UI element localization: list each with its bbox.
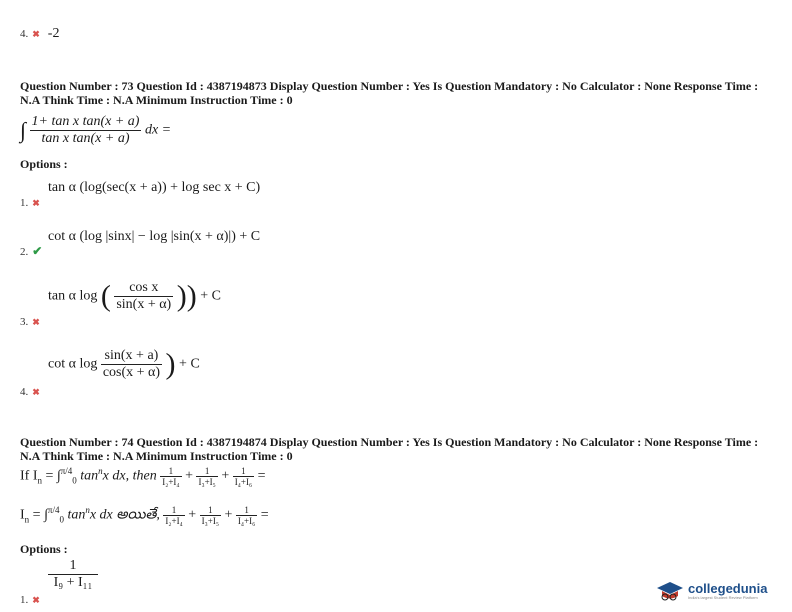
collegedunia-logo (656, 580, 767, 602)
q74-option-1-expr: $\frac{1}{\text{I₉ + I₁₁}}$ (48, 558, 98, 591)
q73-question: ∫ $\frac{\text{1+ tan x tan(x + a)}}{\text{tan x tan(x + a)}}$ dx = (20, 114, 172, 146)
q73-option-1-marker[interactable]: 1. ✖ (20, 197, 40, 209)
q73-options-label: Options : (20, 157, 68, 171)
option-value: -2 (47, 26, 60, 41)
q73-option-2-expr: cot α (log |sinx| − log |sin(x + α)|) + C (48, 229, 261, 244)
integral-sign: ∫ (20, 117, 27, 143)
q74-header: Question Number : 74 Question Id : 4387194874 Display Question Number : Yes Is Question Mandatory : No Calculator : None Response Time : N.A Think Time : N.A Minimum Instruction Time : 0 (20, 435, 759, 463)
q74-options-label: Options : (20, 542, 68, 556)
q73-header: Question Number : 73 Question Id : 4387194873 Display Question Number : Yes Is Question Mandatory : No Calculator : None Response Time : N.A Think Time : N.A Minimum Instruction Time : 0 (20, 79, 759, 107)
q73-option-4-expr: cot α log $\frac{\sin(x + a)}{\cos(x + \alpha)}$ ) + C (48, 347, 200, 381)
q73-option-3-marker[interactable]: 3. ✖ (20, 316, 40, 328)
wrong-icon: ✖ (32, 387, 40, 397)
wrong-icon: ✖ (32, 317, 40, 327)
q74-option-1-marker[interactable]: 1. ✖ (20, 594, 40, 606)
option-4-fraction: $\frac{\sin(x + a)}{\cos(x + \alpha)}$ (102, 348, 161, 380)
top-option (20, 24, 59, 42)
check-icon: ✔ (32, 244, 43, 258)
q73-option-4-marker[interactable]: 4. ✖ (20, 386, 40, 398)
option-3-fraction: $\frac{\text{cos x}}{\sin(x + \alpha)}$ (116, 280, 172, 312)
option-number: 4. (20, 28, 29, 40)
q73-option-2-marker[interactable]: 2. ✔ (20, 244, 43, 258)
q73-option-1-expr: tan α (log(sec(x + a)) + log sec x + C) (48, 180, 261, 195)
q73-fraction: $\frac{\text{1+ tan x tan(x + a)}}{\text{tan x tan(x + a)}}$ (31, 114, 140, 146)
q74-question-en: If $I_n = \int^{\pi/4}_0$ $\tan^nx$ dx, then $\frac{1}{\text{I₂+I₄}}$ + $\frac{1}{\text{I₃+I₅}}$ + $\frac{1}{\text{I₄+I₆}}$ = (20, 466, 266, 487)
wrong-icon: ✖ (32, 198, 40, 208)
logo-name: collegedunia (688, 580, 768, 596)
wrong-icon: ✖ (32, 29, 40, 39)
q74-question-te: $I_n = \int^{\pi/4}_0$ $\tan^nx$ dx అయితే, $\frac{1}{\text{I₂+I₄}}$ + $\frac{1}{\text{I₃+I₅}}$ + $\frac{1}{\text{I₄+I₆}}$ = (20, 505, 269, 526)
q73-option-3-expr: tan α log ( $\frac{\text{cos x}}{\sin(x + \alpha)}$ )) + C (48, 279, 221, 313)
logo-tagline: India's largest Student Review Platform (688, 594, 758, 600)
graduation-cap-icon (656, 580, 684, 602)
wrong-icon: ✖ (32, 595, 40, 605)
